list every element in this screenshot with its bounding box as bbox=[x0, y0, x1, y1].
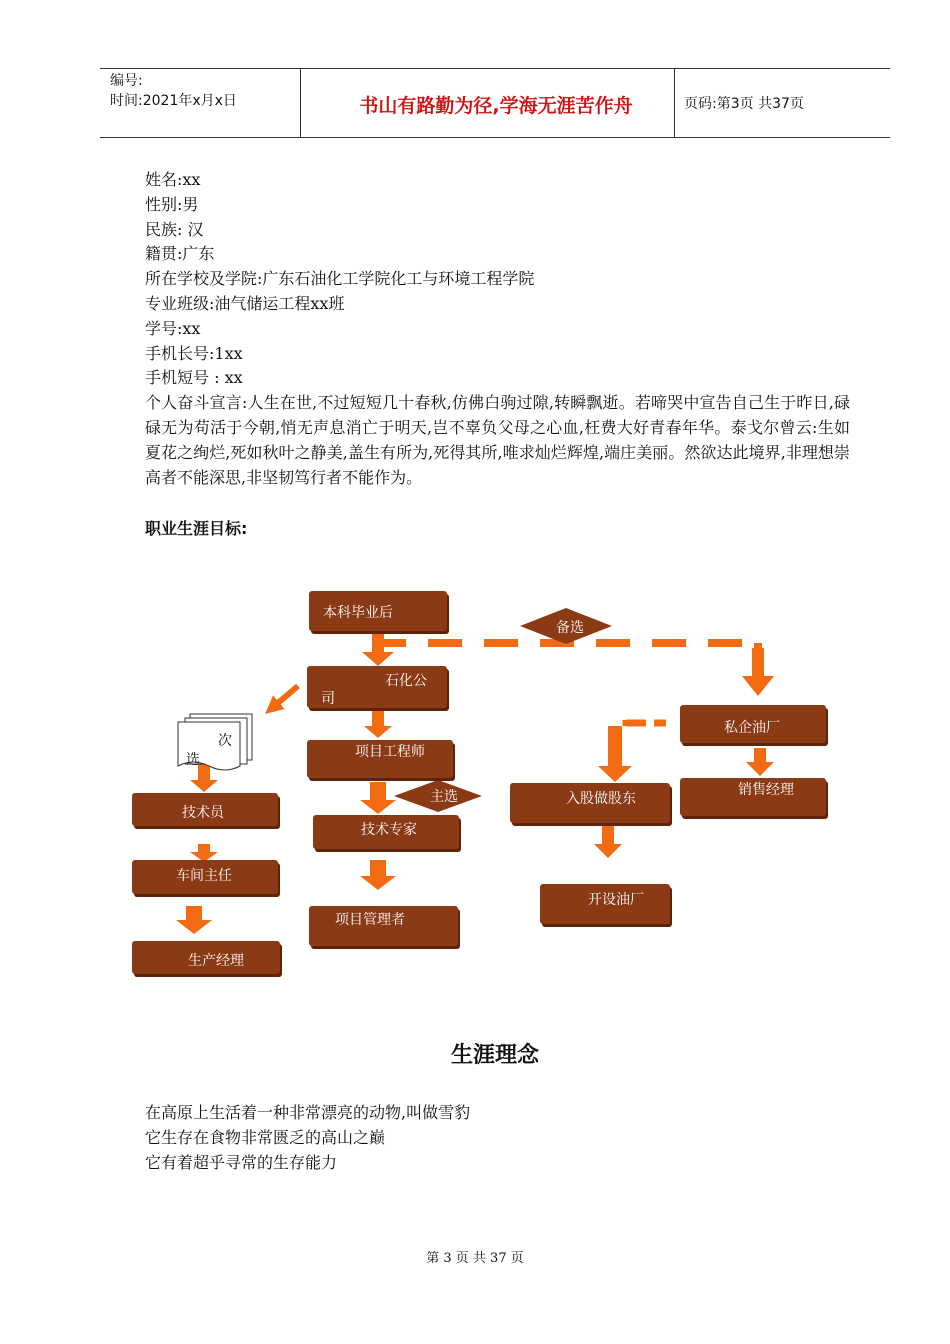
profile-mobile: 手机长号:1xx bbox=[145, 343, 243, 363]
career-goal-heading: 职业生涯目标: bbox=[145, 519, 248, 538]
poem-line: 它生存在食物非常匮乏的高山之巅 bbox=[145, 1128, 386, 1147]
arrow-down-icon bbox=[746, 748, 774, 776]
serial-label: 编号: bbox=[110, 73, 143, 89]
profile-gender: 性别:男 bbox=[145, 194, 199, 214]
box-sales-manager: 销售经理 bbox=[680, 778, 826, 816]
box-project-manager: 项目管理者 bbox=[309, 906, 458, 946]
profile-school: 所在学校及学院:广东石油化工学院化工与环境工程学院 bbox=[145, 269, 535, 289]
label-main-choice: 主选 bbox=[430, 789, 458, 805]
box-production-manager: 生产经理 bbox=[132, 941, 280, 974]
poem-line: 它有着超乎寻常的生存能力 bbox=[145, 1153, 338, 1172]
box-graduate: 本科毕业后 bbox=[309, 591, 447, 631]
philosophy-text bbox=[145, 1100, 470, 1175]
page-footer: 第 3 页 共 37 页 bbox=[426, 1251, 524, 1266]
arrow-down-icon bbox=[598, 726, 632, 782]
section-title: 生涯理念 bbox=[450, 1043, 539, 1068]
box-private-refinery: 私企油厂 bbox=[680, 705, 826, 743]
box-technical-expert: 技术专家 bbox=[313, 815, 459, 849]
arrow-down-icon bbox=[594, 826, 622, 858]
profile-short-number: 手机短号 : xx bbox=[145, 368, 243, 388]
box-open-refinery: 开设油厂 bbox=[540, 884, 670, 924]
poem-line: 在高原上生活着一种非常漂亮的动物,叫做雪豹 bbox=[145, 1103, 471, 1122]
header-page-info: 页码:第3页 共37页 bbox=[684, 96, 804, 112]
time-label: 时间:2021年x月x日 bbox=[110, 93, 237, 109]
arrow-down-icon bbox=[360, 782, 396, 814]
arrow-down-icon bbox=[742, 648, 774, 696]
box-workshop-director: 车间主任 bbox=[132, 860, 278, 894]
box-project-engineer: 项目工程师 bbox=[307, 740, 453, 778]
box-petrochemical-company: 石化公 司 bbox=[307, 666, 447, 708]
header-motto: 书山有路勤为径,学海无涯苦作舟 bbox=[359, 95, 633, 117]
profile-major-class: 专业班级:油气储运工程xx班 bbox=[145, 293, 345, 313]
profile-ethnicity: 民族: 汉 bbox=[145, 219, 204, 239]
profile-hometown: 籍贯:广东 bbox=[145, 244, 215, 264]
arrow-down-icon bbox=[360, 860, 396, 890]
label-secondary-2: 选 bbox=[186, 752, 200, 768]
arrow-down-icon bbox=[364, 710, 392, 738]
label-alternative: 备选 bbox=[556, 620, 584, 636]
profile-declaration: 个人奋斗宣言:人生在世,不过短短几十春秋,仿佛白驹过隙,转瞬飘逝。若啼哭中宣告自己生于昨日,碌碌无为苟活于今朝,悄无声息消亡于明天,岂不辜负父母之心血,枉费大好青春年华。泰戈尔曾云:生如夏花之绚烂,死如秋叶之静美,盖生有所为,死得其所,唯求灿烂辉煌,端庄美丽。然欲达此境界,非理想崇高者不能深思,非坚韧笃行者不能作为。 bbox=[145, 393, 850, 487]
label-secondary-1: 次 bbox=[218, 733, 232, 749]
box-technician: 技术员 bbox=[132, 793, 278, 826]
diagonal-arrow bbox=[272, 686, 298, 708]
arrow-down-icon bbox=[362, 632, 394, 666]
arrow-down-icon bbox=[176, 906, 212, 934]
profile-name: 姓名:xx bbox=[145, 170, 201, 189]
box-shareholder: 入股做股东 bbox=[510, 783, 670, 823]
profile-student-id: 学号:xx bbox=[145, 318, 201, 338]
